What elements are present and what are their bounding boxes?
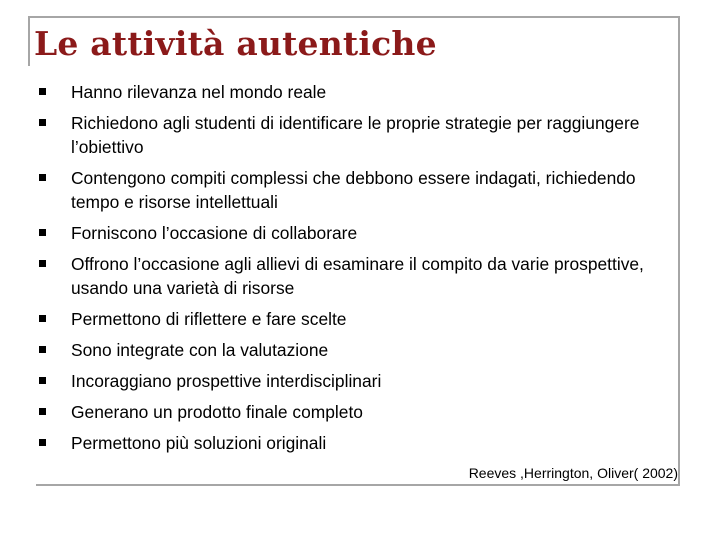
bullet-item	[36, 80, 646, 104]
slide-title: Le attività autentiche	[34, 24, 437, 63]
bullet-text: Permettono di riflettere e fare scelte	[71, 309, 347, 329]
bullet-text: Incoraggiano prospettive interdisciplinari	[71, 371, 382, 391]
bullet-text: Hanno rilevanza nel mondo reale	[71, 82, 327, 102]
bullet-text: Sono integrate con la valutazione	[71, 340, 329, 360]
bullet-text: Offrono l’occasione agli allievi di esaminare il compito da varie prospettive, usando una varietà di risorse	[71, 254, 644, 298]
square-bullet-icon	[39, 439, 46, 446]
square-bullet-icon	[39, 229, 46, 236]
bullet-text: Forniscono l’occasione di collaborare	[71, 223, 358, 243]
bullet-text: Permettono più soluzioni originali	[71, 433, 327, 453]
square-bullet-icon	[39, 408, 46, 415]
square-bullet-icon	[39, 377, 46, 384]
bullet-item	[36, 166, 646, 214]
bullet-item	[36, 338, 646, 362]
bullet-item	[36, 400, 646, 424]
frame-bottom-line	[36, 484, 680, 486]
square-bullet-icon	[39, 315, 46, 322]
bullet-item	[36, 369, 646, 393]
bullet-item	[36, 221, 646, 245]
frame-right-line	[678, 16, 680, 486]
square-bullet-icon	[39, 88, 46, 95]
citation: Reeves ,Herrington, Oliver( 2002)	[468, 465, 678, 481]
square-bullet-icon	[39, 346, 46, 353]
frame-left-line	[28, 16, 30, 66]
bullet-item	[36, 431, 646, 455]
bullet-text: Richiedono agli studenti di identificare le proprie strategie per raggiungere l’obiettivo	[71, 113, 640, 157]
square-bullet-icon	[39, 260, 46, 267]
bullet-text: Contengono compiti complessi che debbono essere indagati, richiedendo tempo e risorse intellettuali	[71, 168, 636, 212]
bullet-text: Generano un prodotto finale completo	[71, 402, 363, 422]
square-bullet-icon	[39, 119, 46, 126]
bullet-item	[36, 307, 646, 331]
bullet-list	[36, 80, 646, 462]
bullet-item	[36, 252, 646, 300]
bullet-item	[36, 111, 646, 159]
square-bullet-icon	[39, 174, 46, 181]
frame-top-line	[28, 16, 680, 18]
